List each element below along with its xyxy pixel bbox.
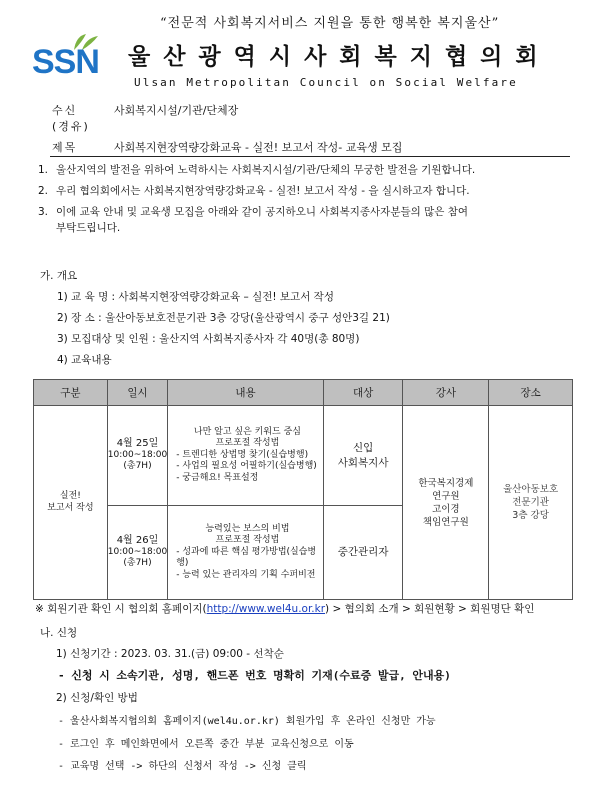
subject-row [52, 139, 402, 155]
category-cell: 실전! 보고서 작성 [34, 406, 108, 600]
schedule-table [33, 379, 573, 600]
table-row [34, 406, 573, 506]
homepage-link[interactable]: http://www.wel4u.or.kr [206, 603, 326, 615]
logo-text: SSN [32, 43, 99, 81]
header-datetime: 일시 [107, 380, 167, 406]
target-cell: 중간관리자 [323, 506, 403, 600]
recipient-value: 사회복지시설/기관/단체장 [114, 104, 239, 117]
header-venue: 장소 [489, 380, 573, 406]
header-target: 대상 [323, 380, 403, 406]
content-cell: 나만 알고 싶은 키워드 중심 프로포절 작성법 - 트렌디한 상법명 찾기(실습병행) - 사업의 필요성 어필하기(실습병행) - 궁금해요! 목표설정 [168, 406, 324, 506]
venue-cell: 울산아동보호 전문기관 3층 강당 [489, 406, 573, 600]
instructor-cell: 한국복지경제 연구원 고이경 책임연구원 [403, 406, 489, 600]
recipient-row [52, 102, 238, 118]
table-header-row [34, 380, 573, 406]
list-item: - 트렌디한 상법명 찾기(실습병행) [176, 450, 319, 462]
overview-content: 4) 교육내용 [57, 354, 112, 366]
member-note: ※ 회원기관 확인 시 협의회 홈페이지(http://www.wel4u.or.kr) > 협의회 소개 > 회원현황 > 회원명단 확인 [35, 603, 535, 615]
apply-step-3: - 교육명 선택 -> 하단의 신청서 작성 -> 신청 클릭 [58, 761, 307, 772]
org-subtitle: Ulsan Metropolitan Council on Social Welfare [134, 76, 518, 89]
list-item: - 사업의 필요성 어필하기(실습병행) [176, 461, 319, 473]
org-title: 울산광역시사회복지협의회 [128, 43, 551, 70]
header-category: 구분 [34, 380, 108, 406]
list-item: - 궁금해요! 목표설정 [176, 473, 319, 485]
paragraph-3: 3. 이에 교육 안내 및 교육생 모집을 아래와 같이 공지하오니 사회복지종사자분들의 많은 참여 부탁드립니다. [38, 206, 469, 234]
date-cell: 4월 26일 10:00~18:00 (총7H) [107, 506, 167, 600]
list-item: - 성과에 따른 핵심 평가방법(실습병행) [176, 547, 319, 570]
subject-value: 사회복지현장역량강화교육 - 실전! 보고서 작성- 교육생 모집 [114, 141, 403, 154]
subject-label: 제목 [52, 141, 78, 154]
logo [32, 32, 104, 82]
overview-name: 1) 교 육 명 : 사회복지현장역량강화교육 – 실전! 보고서 작성 [57, 291, 334, 303]
overview-place: 2) 장 소 : 울산아동보호전문기관 3층 강당(울산광역시 중구 성안3길 21) [57, 312, 390, 324]
slogan: “전문적 사회복지서비스 지원을 통한 행복한 복지울산” [160, 16, 500, 31]
via-label: (경유) [52, 120, 90, 133]
overview-target: 3) 모집대상 및 인원 : 울산지역 사회복지종사자 각 40명(총 80명) [57, 333, 360, 345]
recipient-label: 수신 [52, 104, 78, 117]
list-item: - 능력 있는 관리자의 기획 수퍼비전 [176, 570, 319, 582]
apply-step-1: - 울산사회복지협의회 홈페이지(wel4u.or.kr) 회원가입 후 온라인 신청만 가능 [58, 716, 436, 727]
header-divider [50, 156, 570, 157]
apply-step-2: - 로그인 후 메인화면에서 오른쪽 중간 부분 교육신청으로 이동 [58, 739, 354, 750]
paragraph-2: 2. 우리 협의회에서는 사회복지현장역량강화교육 - 실전! 보고서 작성 - 을 실시하고자 합니다. [38, 185, 470, 197]
apply-method: 2) 신청/확인 방법 [56, 692, 138, 704]
header-instructor: 강사 [403, 380, 489, 406]
target-cell: 신입 사회복지사 [323, 406, 403, 506]
header-content: 내용 [168, 380, 324, 406]
date-cell: 4월 25일 10:00~18:00 (총7H) [107, 406, 167, 506]
section-b-title: 나. 신청 [40, 627, 78, 639]
paragraph-1: 1. 울산지역의 발전을 위하여 노력하시는 사회복지시설/기관/단체의 무궁한 발전을 기원합니다. [38, 164, 476, 176]
apply-period: 1) 신청기간 : 2023. 03. 31.(금) 09:00 - 선착순 [56, 648, 284, 660]
apply-period-note: - 신청 시 소속기관, 성명, 핸드폰 번호 명확히 기재(수료증 발급, 안내용) [58, 669, 451, 682]
via-row [52, 118, 114, 134]
section-a-title: 가. 개요 [40, 270, 78, 282]
content-cell: 능력있는 보스의 비법 프로포절 작성법 - 성과에 따른 핵심 평가방법(실습병행) - 능력 있는 관리자의 기획 수퍼비전 [168, 506, 324, 600]
